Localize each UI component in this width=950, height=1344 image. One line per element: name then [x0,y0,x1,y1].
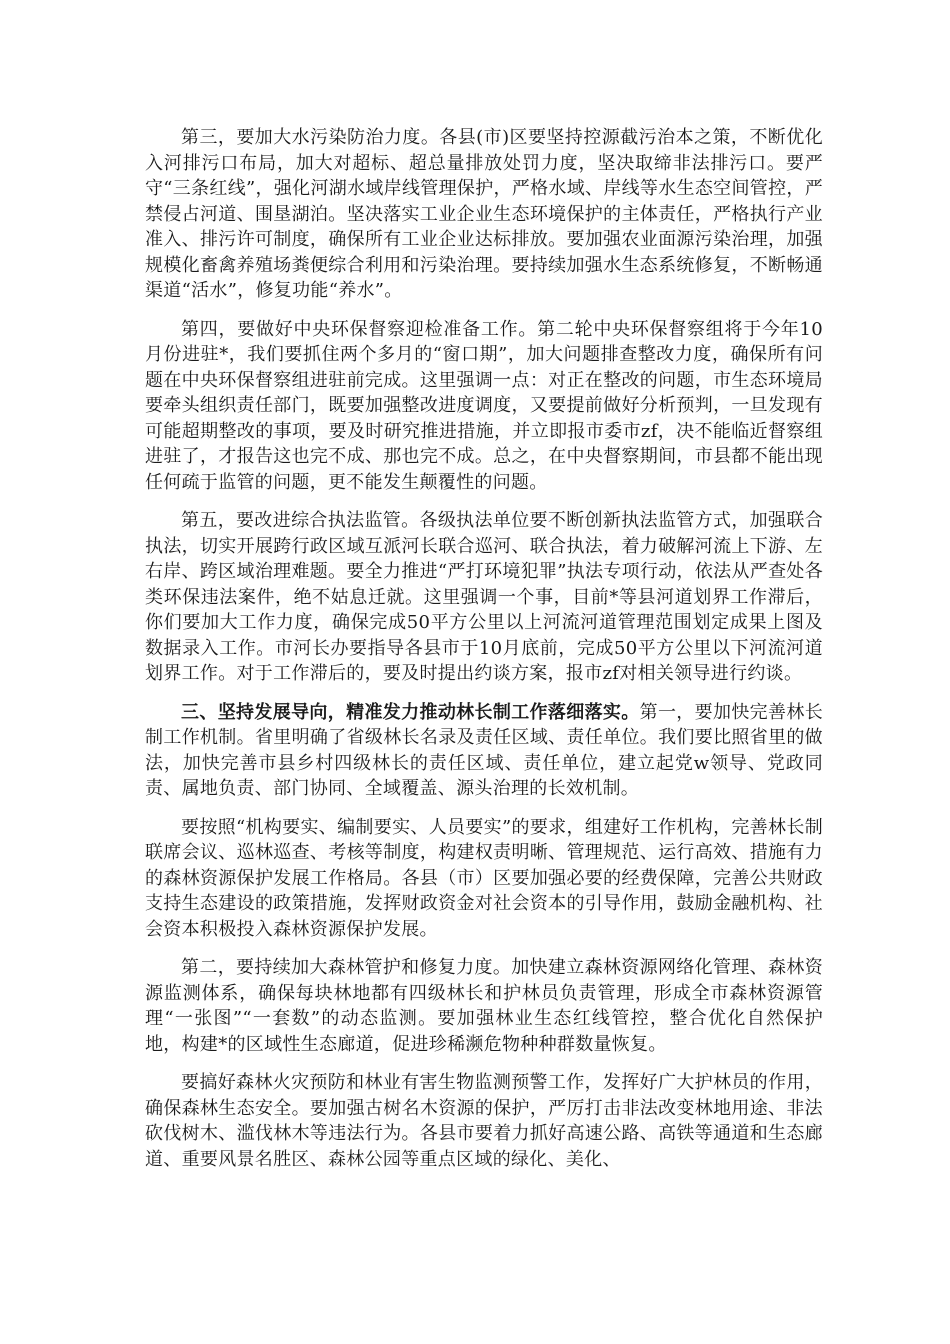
paragraph-forest-chief-mechanism [145,700,823,802]
paragraph-text: 第四，要做好中央环保督察迎检准备工作。第二轮中央环保督察组将于今年10月份进驻*，我们要抓住两个多月的“窗口期”，加大问题排查整改力度，确保所有问题在中央环保督察组进驻前完成。这里强调一点：对正在整改的问题，市生态环境局要牵头组织责任部门，既要加强整改进度调度，又要提前做好分析预判，一旦发现有可能超期整改的事项，要及时研究推进措施，并立即报市委市zf，决不能临近督察组进驻了，才报告这也完不成、那也完不成。总之，在中央督察期间，市县都不能出现任何疏于监管的问题，更不能发生颠覆性的问题。 [145,318,823,493]
document-page [145,125,823,1185]
section-heading: 三、坚持发展导向，精准发力推动林长制工作落细落实。 [181,701,640,723]
paragraph-text: 第一，要加快完善林长制工作机制。省里明确了省级林长名录及责任区域、责任单位。我们要比照省里的做法，加快完善市县乡村四级林长的责任区域、责任单位，建立起党w领导、党政同责、属地负责、部门协同、全域覆盖、源头治理的长效机制。 [145,701,824,799]
paragraph-text: 第五，要改进综合执法监管。各级执法单位要不断创新执法监管方式，加强联合执法，切实开展跨行政区域互派河长联合巡河、联合执法，着力破解河流上下游、左右岸、跨区域治理难题。要全力推进“严打环境犯罪”执法专项行动，依法从严查处各类环保违法案件，绝不姑息迁就。这里强调一个事，目前*等县河道划界工作滞后，你们要加大工作力度，确保完成50平方公里以上河流河道管理范围划定成果上图及数据录入工作。市河长办要指导各县市于10月底前，完成50平方公里以下河流河道划界工作。对于工作滞后的，要及时提出约谈方案，报市zf对相关领导进行约谈。 [145,510,823,684]
paragraph-inspection-prep [145,317,823,496]
paragraph-forest-management [145,955,823,1057]
paragraph-water-pollution [145,125,823,304]
paragraph-law-enforcement [145,508,823,687]
paragraph-work-institutions [145,815,823,943]
paragraph-text: 要按照“机构要实、编制要实、人员要实”的要求，组建好工作机构，完善林长制联席会议、巡林巡查、考核等制度，构建权责明晰、管理规范、运行高效、措施有力的森林资源保护发展工作格局。各县（市）区要加强必要的经费保障，完善公共财政支持生态建设的政策措施，发挥财政资金对社会资本的引导作用，鼓励金融机构、社会资本积极投入森林资源保护发展。 [145,816,823,940]
paragraph-text: 第三，要加大水污染防治力度。各县(市)区要坚持控源截污治本之策，不断优化入河排污口布局，加大对超标、超总量排放处罚力度，坚决取缔非法排污口。要严守“三条红线”，强化河湖水域岸线管理保护，严格水域、岸线等水生态空间管控，严禁侵占河道、围垦湖泊。坚决落实工业企业生态环境保护的主体责任，严格执行产业准入、排污许可制度，确保所有工业企业达标排放。要加强农业面源污染治理，加强规模化畜禽养殖场粪便综合利用和污染治理。要持续加强水生态系统修复，不断畅通渠道“活水”，修复功能“养水”。 [145,127,823,301]
paragraph-fire-prevention [145,1070,823,1172]
paragraph-text: 要搞好森林火灾预防和林业有害生物监测预警工作，发挥好广大护林员的作用，确保森林生态安全。要加强古树名木资源的保护，严厉打击非法改变林地用途、非法砍伐树木、滥伐林木等违法行为。各县市要着力抓好高速公路、高铁等通道和生态廊道、重要风景名胜区、森林公园等重点区域的绿化、美化、 [145,1072,823,1170]
paragraph-text: 第二，要持续加大森林管护和修复力度。加快建立森林资源网络化管理、森林资源监测体系，确保每块林地都有四级林长和护林员负责管理，形成全市森林资源管理“一张图”“一套数”的动态监测。要加强林业生态红线管控，整合优化自然保护地，构建*的区域性生态廊道，促进珍稀濒危物种种群数量恢复。 [145,957,823,1055]
